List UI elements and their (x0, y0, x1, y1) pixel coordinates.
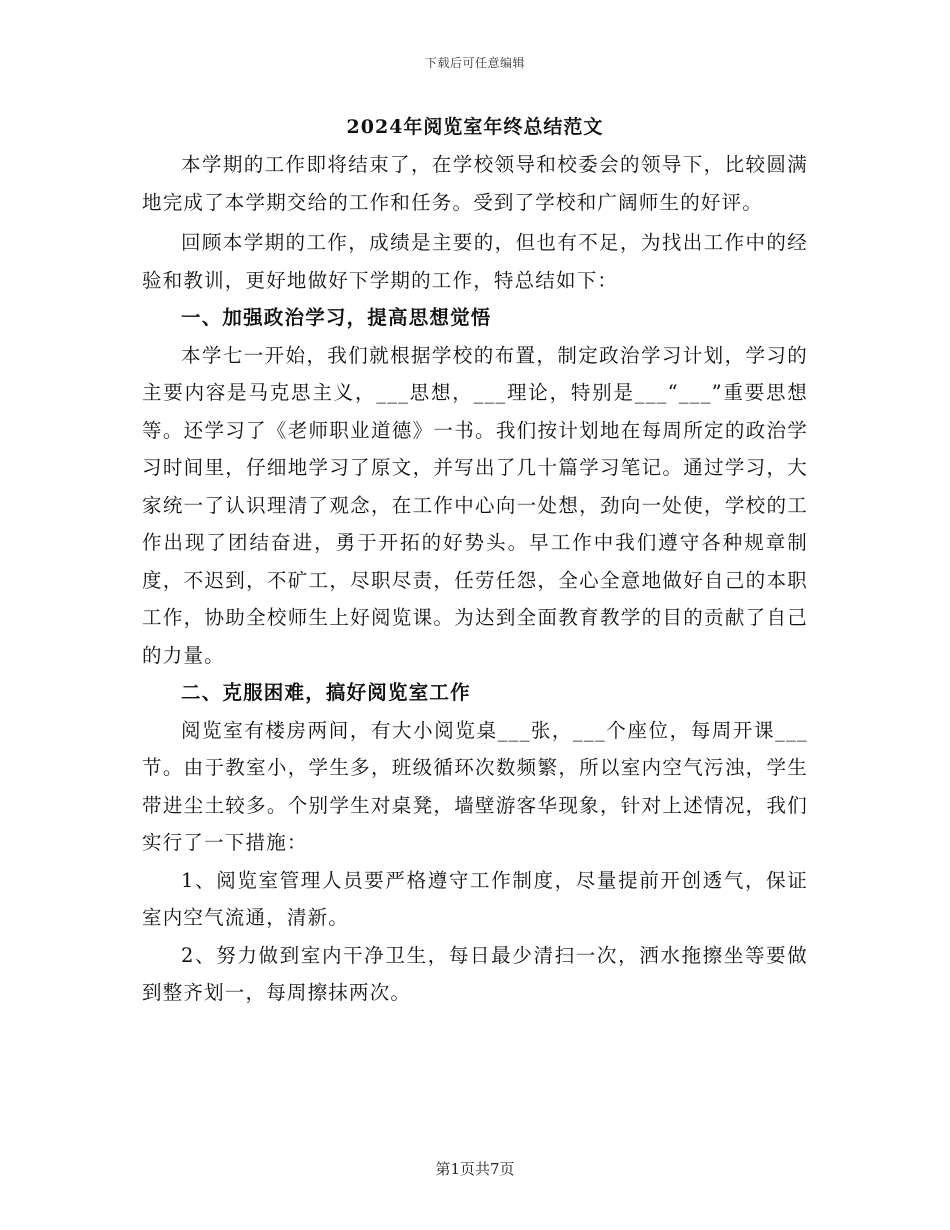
paragraph-review: 回顾本学期的工作，成绩是主要的，但也有不足，为找出工作中的经验和教训，更好地做好下学期的工作，特总结如下： (142, 231, 808, 292)
paragraph-reading-room: 阅览室有楼房两间，有大小阅览桌___张，___个座位，每周开课___节。由于教室小，学生多，班级循环次数频繁，所以室内空气污浊，学生带进尘土较多。个别学生对桌凳，墙壁游客华现象，针对上述情况，我们实行了一下措施： (142, 718, 808, 854)
paragraph-political-study: 本学七一开始，我们就根据学校的布置，制定政治学习计划，学习的主要内容是马克思主义，___思想，___理论，特别是___“___”重要思想等。还学习了《老师职业道德》一书。我们按计划地在每周所定的政治学习时间里，仔细地学习了原文，并写出了几十篇学习笔记。通过学习，大家统一了认识理清了观念，在工作中心向一处想，劲向一处使，学校的工作出现了团结奋进，勇于开拓的好势头。早工作中我们遵守各种规章制度，不迟到，不矿工，尽职尽责，任劳任怨，全心全意地做好自己的本职工作，协助全校师生上好阅览课。为达到全面教育教学的目的贡献了自己的力量。 (142, 343, 808, 667)
document-body (142, 114, 808, 1012)
paragraph-measure-2: 2、努力做到室内干净卫生，每日最少清扫一次，洒水拖擦坐等要做到整齐划一，每周擦抹两次。 (142, 943, 808, 1004)
paragraph-intro: 本学期的工作即将结束了，在学校领导和校委会的领导下，比较圆满地完成了本学期交给的工作和任务。受到了学校和广阔师生的好评。 (142, 153, 808, 214)
header-note: 下载后可任意编辑 (424, 56, 525, 70)
paragraph-measure-1: 1、阅览室管理人员要严格遵守工作制度，尽量提前开创透气，保证室内空气流通，清新。 (142, 868, 808, 929)
section-heading-2: 二、克服困难，搞好阅览室工作 (181, 681, 471, 704)
section-heading-1: 一、加强政治学习，提高思想觉悟 (181, 306, 492, 329)
page-footer: 第1页共7页 (435, 1160, 515, 1178)
document-title: 2024年阅览室年终总结范文 (346, 116, 604, 138)
